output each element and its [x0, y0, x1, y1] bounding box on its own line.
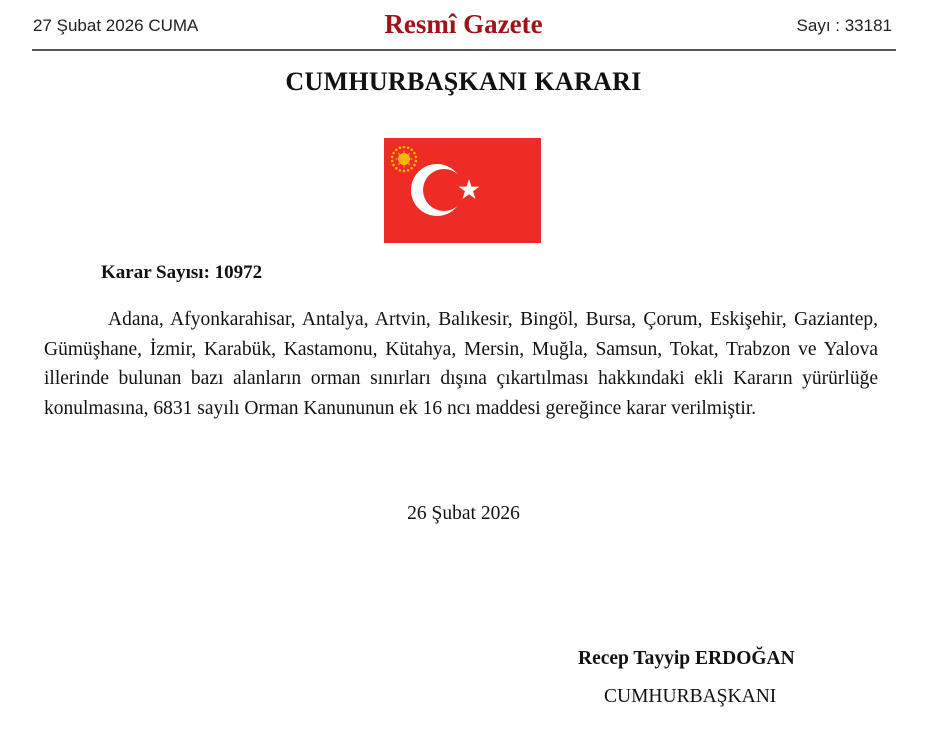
presidential-flag-icon — [384, 138, 541, 243]
publication-title: Resmî Gazete — [384, 9, 543, 39]
signer-title: CUMHURBAŞKANI — [604, 686, 777, 707]
decision-body: Adana, Afyonkarahisar, Antalya, Artvin, Balıkesir, Bingöl, Bursa, Çorum, Eskişehir, Gaziantep, Gümüşhane, İzmir, Karabük, Kastamonu, Kütahya, Mersin, Muğla, Samsun, Tokat, Trabzon ve Yalova illerinde bulunan bazı alanların orman sınırları dışına çıkartılması hakkındaki ekli Kararın yürürlüğe konulmasına, 6831 sayılı Orman Kanununun ek 16 ncı maddesi gereğince karar verilmiştir. — [44, 309, 878, 419]
issue-date: 27 Şubat 2026 CUMA — [33, 16, 199, 35]
decision-number: Karar Sayısı: 10972 — [101, 262, 263, 283]
issue-number: Sayı : 33181 — [796, 16, 892, 35]
signer-name: Recep Tayyip ERDOĞAN — [578, 648, 795, 669]
header-divider — [32, 49, 896, 51]
signing-date: 26 Şubat 2026 — [407, 503, 520, 524]
document-title: CUMHURBAŞKANI KARARI — [285, 67, 642, 96]
gazette-header — [33, 0, 894, 46]
